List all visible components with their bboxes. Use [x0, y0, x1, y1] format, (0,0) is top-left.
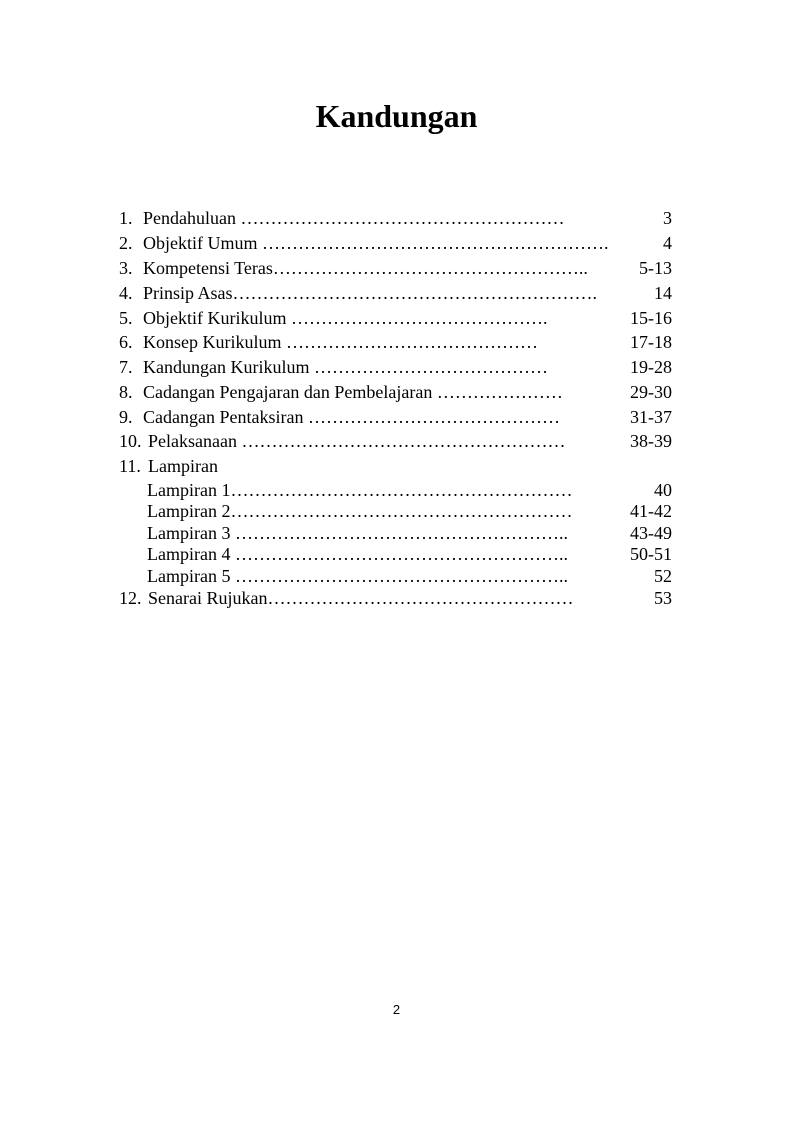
toc-entry-page: 14: [654, 283, 672, 303]
toc-entry-number: 10.: [119, 431, 142, 451]
toc-entry-page: 43-49: [630, 523, 672, 543]
toc-entry-page: 52: [654, 566, 672, 586]
toc-entry-number: 1.: [119, 208, 133, 228]
toc-entry-label: Objektif Kurikulum …………………………………….: [143, 308, 548, 328]
toc-entry-page: 4: [663, 233, 672, 253]
toc-entry-label: Lampiran 3 ………………………………………………..: [147, 523, 568, 543]
toc-entry-label: Konsep Kurikulum ……………………………………: [143, 332, 538, 352]
toc-entry-page: 31-37: [630, 407, 672, 427]
toc-entry-number: 9.: [119, 407, 133, 427]
toc-entry-label: Lampiran: [148, 456, 218, 476]
toc-entry-page: 40: [654, 480, 672, 500]
toc-entry-number: 7.: [119, 357, 133, 377]
toc-entry-number: 8.: [119, 382, 133, 402]
toc-entry-page: 17-18: [630, 332, 672, 352]
document-title: Kandungan: [315, 98, 478, 134]
toc-entry-page: 50-51: [630, 544, 672, 564]
toc-entry-label: Pelaksanaan ………………………………………………: [148, 431, 566, 451]
toc-entry-page: 29-30: [630, 382, 672, 402]
toc-entry-number: 2.: [119, 233, 133, 253]
toc-entry-page: 15-16: [630, 308, 672, 328]
toc-entry-label: Senarai Rujukan……………………………………………: [148, 588, 574, 608]
toc-entry-label: Prinsip Asas…………………………………………………….: [143, 283, 598, 303]
toc-entry-label: Lampiran 1…………………………………………………: [147, 480, 573, 500]
toc-entry-label: Lampiran 2…………………………………………………: [147, 501, 573, 521]
toc-entry-page: 53: [654, 588, 672, 608]
toc-entry-label: Pendahuluan ………………………………………………: [143, 208, 565, 228]
toc-entry-number: 11.: [119, 456, 141, 476]
toc-entry-label: Cadangan Pentaksiran ……………………………………: [143, 407, 560, 427]
toc-entry-number: 4.: [119, 283, 133, 303]
toc-entry-page: 38-39: [630, 431, 672, 451]
toc-entry-label: Cadangan Pengajaran dan Pembelajaran …………………: [143, 382, 563, 402]
toc-entry-number: 3.: [119, 258, 133, 278]
toc-entry-label: Objektif Umum ………………………………………………….: [143, 233, 609, 253]
toc-entry-page: 3: [663, 208, 672, 228]
page-number: 2: [392, 1002, 401, 1017]
toc-entry-number: 6.: [119, 332, 133, 352]
toc-entry-number: 5.: [119, 308, 133, 328]
toc-entry-page: 19-28: [630, 357, 672, 377]
toc-entry-label: Lampiran 5 ………………………………………………..: [147, 566, 568, 586]
toc-entry-page: 5-13: [639, 258, 672, 278]
toc-entry-label: Kandungan Kurikulum …………………………………: [143, 357, 548, 377]
toc-entry-number: 12.: [119, 588, 142, 608]
toc-entry-label: Kompetensi Teras……………………………………………..: [143, 258, 588, 278]
toc-entry-label: Lampiran 4 ………………………………………………..: [147, 544, 568, 564]
toc-entry-page: 41-42: [630, 501, 672, 521]
